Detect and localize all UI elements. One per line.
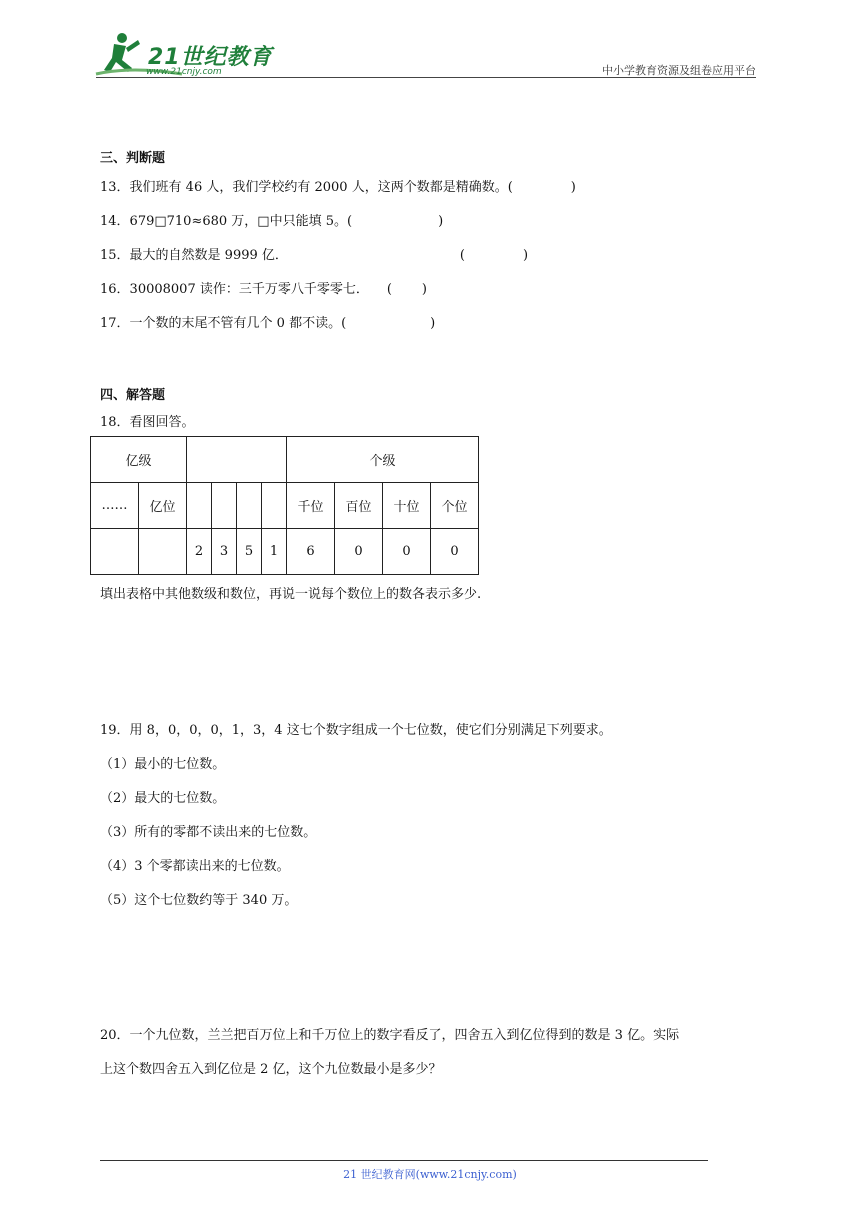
place-blank-cell — [262, 483, 287, 529]
question-19-item-5: （5）这个七位数约等于 340 万。 — [100, 893, 298, 908]
place-dots-cell: …… — [91, 483, 139, 529]
level-blank-cell — [187, 437, 287, 483]
answer-paren-open: ( — [507, 180, 513, 195]
digit-cell: 1 — [262, 529, 287, 575]
digit-blank-cell — [91, 529, 139, 575]
place-ge-cell: 个位 — [431, 483, 479, 529]
footer-divider — [100, 1160, 708, 1161]
level-ge-cell: 个级 — [287, 437, 479, 483]
place-shi-cell: 十位 — [383, 483, 431, 529]
digit-cell: 0 — [383, 529, 431, 575]
section-title-answer: 四、解答题 — [100, 388, 166, 403]
question-16 — [100, 278, 427, 297]
answer-paren-close: ) — [438, 214, 444, 229]
place-blank-cell — [187, 483, 212, 529]
logo-url: www.21cnjy.com — [146, 67, 222, 77]
question-19-item-2: （2）最大的七位数。 — [100, 791, 226, 806]
question-19-item-1: （1）最小的七位数。 — [100, 757, 226, 772]
header-divider — [96, 77, 756, 78]
answer-paren-close: ) — [421, 282, 427, 297]
question-13 — [100, 176, 576, 195]
question-15 — [100, 244, 528, 263]
place-bai-cell: 百位 — [335, 483, 383, 529]
footer-link[interactable]: 21 世纪教育网(www.21cnjy.com) — [343, 1168, 517, 1181]
question-14 — [100, 210, 443, 229]
place-blank-cell — [237, 483, 262, 529]
answer-paren-open: ( — [346, 214, 353, 229]
question-20-line-1: 20．一个九位数，兰兰把百万位上和千万位上的数字看反了，四舍五入到亿位得到的数是 3 亿。实际 — [100, 1028, 680, 1043]
header-right-text: 中小学教育资源及组卷应用平台 — [602, 64, 756, 77]
question-text: 17．一个数的末尾不管有几个 0 都不读。 — [100, 316, 342, 331]
question-20-line-2: 上这个数四舍五入到亿位是 2 亿，这个九位数最小是多少？ — [100, 1062, 442, 1077]
digit-cell: 0 — [431, 529, 479, 575]
logo-name: 21世纪教育 — [148, 45, 273, 70]
level-yi-cell: 亿级 — [91, 437, 187, 483]
question-18: 18．看图回答。 — [100, 415, 195, 430]
place-qian-cell: 千位 — [287, 483, 335, 529]
place-yiwei-cell: 亿位 — [139, 483, 187, 529]
question-19-item-3: （3）所有的零都不读出来的七位数。 — [100, 825, 317, 840]
answer-paren-open: ( — [386, 282, 392, 297]
question-text: 15．最大的自然数是 9999 亿． — [100, 248, 288, 263]
place-blank-cell — [212, 483, 237, 529]
question-text: 16．30008007 读作：三千万零八千零零七． — [100, 282, 369, 297]
digit-cell: 5 — [237, 529, 262, 575]
answer-paren-close: ) — [522, 248, 529, 263]
question-17 — [100, 312, 435, 331]
digit-cell: 3 — [212, 529, 237, 575]
digit-blank-cell — [139, 529, 187, 575]
answer-paren-close: ) — [570, 180, 576, 195]
question-text: 13．我们班有 46 人，我们学校约有 2000 人，这两个数都是精确数。 — [100, 180, 508, 195]
question-18-instruction: 填出表格中其他数级和数位，再说一说每个数位上的数各表示多少. — [100, 587, 482, 602]
place-value-table — [90, 436, 479, 575]
answer-paren-open: ( — [341, 316, 347, 331]
answer-paren-open: ( — [459, 248, 465, 263]
digit-cell: 6 — [287, 529, 335, 575]
section-title-judgement: 三、判断题 — [100, 151, 166, 166]
digit-cell: 2 — [187, 529, 212, 575]
question-text: 14．679□710≈680 万，□中只能填 5。 — [100, 214, 347, 229]
question-19: 19．用 8，0，0，0，1，3，4 这七个数字组成一个七位数，使它们分别满足下列要求。 — [100, 723, 612, 738]
question-19-item-4: （4）3 个零都读出来的七位数。 — [100, 859, 290, 874]
digit-cell: 0 — [335, 529, 383, 575]
answer-paren-close: ) — [430, 316, 436, 331]
